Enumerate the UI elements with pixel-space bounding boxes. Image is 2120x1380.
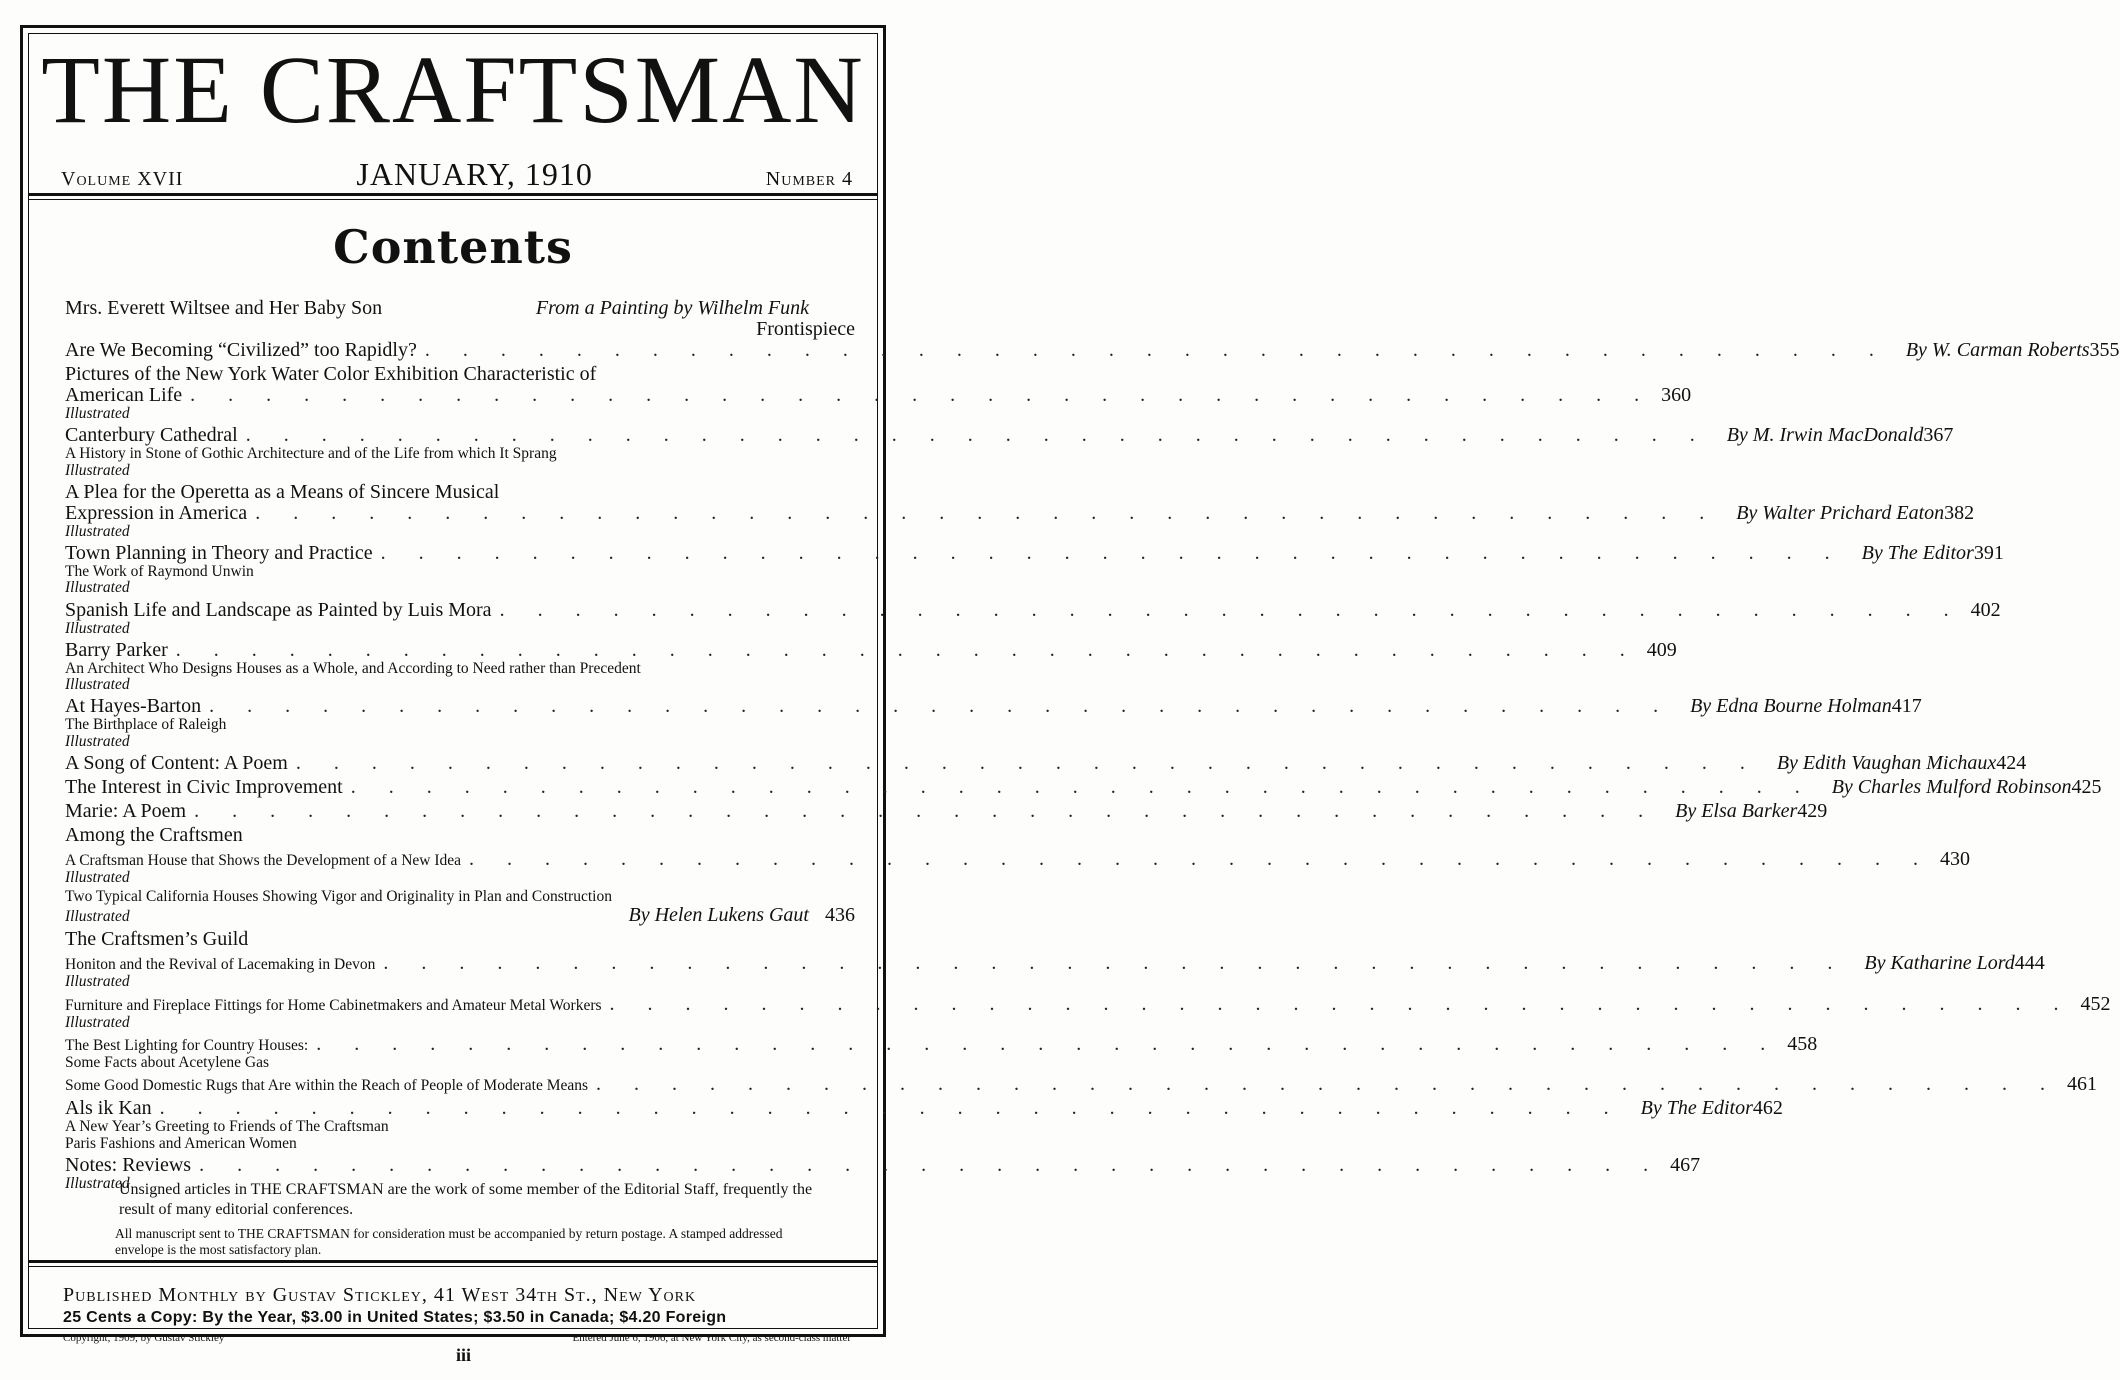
toc-entry xyxy=(65,1153,1701,1176)
toc-entry xyxy=(65,598,2001,621)
toc-entry-author: By The Editor xyxy=(1640,1097,1753,1120)
leader-dots: . . . . . . . . . . . . . . . . . . . . . . . . . . . . . . . . . . . . . . . xyxy=(199,1153,1663,1176)
toc-entry-title: The Interest in Civic Improvement xyxy=(65,775,343,798)
illustrated-tag: Illustrated xyxy=(65,973,130,991)
toc-subtitle: A New Year’s Greeting to Friends of The Craftsman xyxy=(65,1118,389,1136)
toc-entry xyxy=(65,542,2004,565)
toc-entry-page: 417 xyxy=(1891,695,1922,718)
toc-entry-author: By Charles Mulford Robinson xyxy=(1831,775,2072,798)
toc-subtitle: Paris Fashions and American Women xyxy=(65,1134,297,1152)
leader-dots: . . . . . . . . . . . . . . . . . . . . . . . . . . . . . . . . . . . . . . . xyxy=(295,751,1759,774)
illustrated-tag: Illustrated xyxy=(65,868,130,886)
illustrated-tag: Illustrated xyxy=(65,732,130,750)
leader-dots: . . . . . . . . . . . . . . . . . . . . . . . . . . . . . . . . . . . . . . . xyxy=(245,424,1709,447)
toc-entry-title: Two Typical California Houses Showing Vigor and Originality in Plan and Construction xyxy=(65,888,612,906)
toc-entry-title: Notes: Reviews xyxy=(65,1153,192,1176)
contents-heading: Contents xyxy=(333,220,573,274)
toc-entry xyxy=(65,695,1922,718)
toc-entry-author: By Walter Prichard Eaton xyxy=(1736,501,1945,524)
toc-entry-page: 391 xyxy=(1973,542,2004,565)
toc-entry-title: Spanish Life and Landscape as Painted by Luis Mora xyxy=(65,598,492,621)
toc-entry-author: By W. Carman Roberts xyxy=(1905,339,2090,361)
toc-entry-title: At Hayes-Barton xyxy=(65,695,202,718)
issue-info-row xyxy=(61,156,853,190)
toc-entry xyxy=(65,339,2120,361)
toc-entry-page: 402 xyxy=(1970,598,2001,621)
toc-entry-page: 360 xyxy=(1661,384,1692,406)
toc-entry-author: By The Editor xyxy=(1861,542,1974,565)
toc-subline xyxy=(65,446,855,462)
illustrated-tag: Illustrated xyxy=(65,461,130,479)
copyright-row xyxy=(63,1332,851,1344)
copyright-text: Copyright, 1909, by Gustav Stickley xyxy=(63,1332,225,1344)
number-label: Number 4 xyxy=(765,168,853,190)
toc-entry-page: 367 xyxy=(1923,424,1954,447)
toc-subline xyxy=(65,1055,855,1071)
toc-entry-page: 444 xyxy=(2014,952,2045,975)
toc-subline xyxy=(65,870,855,886)
table-of-contents xyxy=(65,297,2120,1192)
page-folio: iii xyxy=(455,1345,471,1365)
header-rule xyxy=(28,193,878,196)
illustrated-tag: Illustrated xyxy=(65,1174,130,1192)
toc-entry-title: A Craftsman House that Shows the Development of a New Idea xyxy=(65,851,462,869)
illustrated-tag: Illustrated xyxy=(65,522,130,540)
toc-entry-title: Some Good Domestic Rugs that Are within the Reach of People of Moderate Means xyxy=(65,1077,589,1095)
toc-entry xyxy=(65,384,1692,406)
toc-entry-title: Als ik Kan xyxy=(65,1097,152,1120)
leader-dots: . . . . . . . . . . . . . . . . . . . . . . . . . . . . . . . . . . . . . . . xyxy=(469,847,1933,870)
toc-subtitle: A History in Stone of Gothic Architecture and of the Life from which It Sprang xyxy=(65,445,557,463)
toc-entry-title: Barry Parker xyxy=(65,638,168,661)
toc-subline xyxy=(65,406,855,422)
toc-entry-title: Are We Becoming “Civilized” too Rapidly? xyxy=(65,339,417,361)
leader-dots: . . . . . . . . . . . . . . . . . . . . . . . . . . . . . . . . . . . . . . . xyxy=(499,598,1963,621)
toc-subtitle: The Work of Raymond Unwin xyxy=(65,563,254,581)
toc-entry xyxy=(65,501,1975,524)
leader-dots: . . . . . . . . . . . . . . . . . . . . . . . . . . . . . . . . . . . . . . . xyxy=(350,775,1814,798)
toc-entry-author: From a Painting by Wilhelm Funk xyxy=(535,297,809,319)
leader-dots: . . . . . . . . . . . . . . . . . . . . . . . . . . . . . . . . . . . . . . . xyxy=(316,1032,1780,1055)
toc-entry-author: By M. Irwin MacDonald xyxy=(1726,424,1924,447)
toc-entry xyxy=(65,751,2027,774)
toc-subline xyxy=(65,580,855,596)
toc-entry-author: By Katharine Lord xyxy=(1864,952,2015,975)
toc-entry xyxy=(65,799,1828,822)
price-line: 25 Cents a Copy: By the Year, $3.00 in United States; $3.50 in Canada; $4.20 Foreign xyxy=(63,1309,727,1326)
toc-subline xyxy=(65,734,855,750)
toc-entry xyxy=(65,952,2045,975)
toc-entry-author: By Edna Bourne Holman xyxy=(1690,695,1892,718)
leader-dots: . . . . . . . . . . . . . . . . . . . . . . . . . . . . . . . . . . . . . . . xyxy=(194,799,1658,822)
toc-subline xyxy=(65,661,855,677)
toc-entry-title: Expression in America xyxy=(65,501,248,524)
toc-entry-title: The Best Lighting for Country Houses: xyxy=(65,1036,309,1054)
leader-dots: . . . . . . . . . . . . . . . . . . . . . . . . . . . . . . . . . . . . . . . xyxy=(209,695,1673,718)
toc-entry-page: 452 xyxy=(2080,992,2111,1015)
toc-subtitle: Some Facts about Acetylene Gas xyxy=(65,1053,270,1071)
toc-entry-page: 430 xyxy=(1940,847,1971,870)
leader-dots: . . . . . . . . . . . . . . . . . . . . . . . . . . . . . . . . . . . . . . . xyxy=(596,1073,2060,1096)
toc-entry-title: Pictures of the New York Water Color Exhibition Characteristic of xyxy=(65,363,597,385)
toc-subline xyxy=(65,677,855,693)
toc-subtitle: The Birthplace of Raleigh xyxy=(65,716,227,734)
toc-entry-page: 458 xyxy=(1787,1032,1818,1055)
toc-subtitle: An Architect Who Designs Houses as a Whole, and According to Need rather than Precedent xyxy=(65,659,641,677)
toc-subline xyxy=(65,717,855,733)
leader-dots: . . . . . . . . . . . . . . . . . . . . . . . . . . . . . . . . . . . . . . . xyxy=(609,992,2073,1015)
toc-entry-title: Among the Craftsmen xyxy=(65,823,243,846)
toc-entry xyxy=(65,889,855,905)
toc-entry xyxy=(65,424,1954,447)
toc-entry xyxy=(65,298,855,319)
toc-subline xyxy=(65,463,855,479)
toc-entry-page: 461 xyxy=(2067,1073,2098,1096)
toc-subline xyxy=(65,621,855,637)
toc-subline xyxy=(65,1015,855,1031)
toc-entry-title: Illustrated xyxy=(65,908,130,926)
toc-subline xyxy=(65,974,855,990)
toc-entry-title: Honiton and the Revival of Lacemaking in Devon xyxy=(65,956,376,974)
leader-dots: . . . . . . . . . . . . . . . . . . . . . . . . . . . . . . . . . . . . . . . xyxy=(175,638,1639,661)
publisher-line: Published Monthly by Gustav Stickley, 41 West 34th St., New York xyxy=(63,1284,697,1306)
illustrated-tag: Illustrated xyxy=(65,579,130,597)
toc-entry-title: A Plea for the Operetta as a Means of Sincere Musical xyxy=(65,480,500,503)
illustrated-tag: Illustrated xyxy=(65,405,130,422)
footer-rule xyxy=(28,1260,878,1263)
leader-dots: . . . . . . . . . . . . . . . . . . . . . . . . . . . . . . . . . . . . . . . xyxy=(190,384,1654,406)
toc-entry xyxy=(65,929,855,950)
leader-dots: . . . . . . . . . . . . . . . . . . . . . . . . . . . . . . . . . . . . . . . xyxy=(424,339,1888,361)
toc-entry-title: Mrs. Everett Wiltsee and Her Baby Son xyxy=(65,297,383,319)
masthead-title: THE CRAFTSMAN xyxy=(41,36,865,143)
issue-date: JANUARY, 1910 xyxy=(356,156,593,192)
leader-dots: . . . . . . . . . . . . . . . . . . . . . . . . . . . . . . . . . . . . . . . xyxy=(383,952,1847,975)
entered-text: Entered June 6, 1906, at New York City, as second-class matter xyxy=(572,1332,851,1344)
toc-subline xyxy=(65,564,855,580)
toc-subline xyxy=(65,1136,855,1152)
toc-entry-page: 424 xyxy=(1996,751,2027,774)
toc-entry-page: 355 xyxy=(2089,339,2120,361)
toc-entry-title: Marie: A Poem xyxy=(65,799,187,822)
toc-entry-page: 382 xyxy=(1944,501,1975,524)
toc-entry-author: By Edith Vaughan Michaux xyxy=(1776,751,1997,774)
toc-entry xyxy=(65,1032,1818,1055)
toc-entry xyxy=(65,319,855,340)
toc-entry xyxy=(65,364,855,385)
toc-entry-page: 409 xyxy=(1646,638,1677,661)
toc-subline xyxy=(65,1119,855,1135)
toc-entry-page: 425 xyxy=(2071,775,2102,798)
toc-entry-page: 436 xyxy=(825,904,855,927)
toc-entry-author: By Elsa Barker xyxy=(1675,799,1798,822)
toc-entry-page: 429 xyxy=(1797,799,1828,822)
illustrated-tag: Illustrated xyxy=(65,619,130,637)
toc-entry-title: Furniture and Fireplace Fittings for Home Cabinetmakers and Amateur Metal Workers xyxy=(65,996,602,1014)
toc-subline xyxy=(65,524,855,540)
volume-label: Volume XVII xyxy=(61,168,184,190)
toc-entry-title: The Craftsmen’s Guild xyxy=(65,928,249,951)
toc-entry xyxy=(65,638,1677,661)
leader-dots: . . . . . . . . . . . . . . . . . . . . . . . . . . . . . . . . . . . . . . . xyxy=(159,1097,1623,1120)
toc-entry xyxy=(65,847,1971,870)
page-frame xyxy=(20,25,2120,1344)
toc-entry xyxy=(65,992,2111,1015)
toc-entry xyxy=(65,905,855,926)
leader-dots: . . . . . . . . . . . . . . . . . . . . . . . . . . . . . . . . . . . . . . . xyxy=(255,501,1719,524)
toc-entry xyxy=(65,1097,1783,1120)
toc-entry-title: Frontispiece xyxy=(756,318,855,340)
toc-entry xyxy=(65,1073,2098,1096)
toc-entry-title: A Song of Content: A Poem xyxy=(65,751,288,774)
illustrated-tag: Illustrated xyxy=(65,676,130,694)
illustrated-tag: Illustrated xyxy=(65,1013,130,1031)
toc-entry-page: 467 xyxy=(1670,1153,1701,1176)
toc-entry-author: By Helen Lukens Gaut xyxy=(628,904,809,927)
toc-entry-title: Canterbury Cathedral xyxy=(65,424,238,447)
toc-entry xyxy=(65,825,855,846)
toc-entry-page: 462 xyxy=(1752,1097,1783,1120)
unsigned-note: Unsigned articles in THE CRAFTSMAN are the work of some member of the Editorial Staff, frequently the result of many editorial conferences. xyxy=(119,1181,813,1218)
leader-dots: . . . . . . . . . . . . . . . . . . . . . . . . . . . . . . . . . . . . . . . xyxy=(380,542,1844,565)
toc-entry-title: American Life xyxy=(65,384,183,406)
toc-entry xyxy=(65,482,855,503)
toc-entry xyxy=(65,775,2102,798)
toc-entry-title: Town Planning in Theory and Practice xyxy=(65,542,373,565)
manuscript-note: All manuscript sent to THE CRAFTSMAN for consideration must be accompanied by return postage. A stamped addressed envelope is the most satisfactory plan. xyxy=(115,1226,783,1257)
